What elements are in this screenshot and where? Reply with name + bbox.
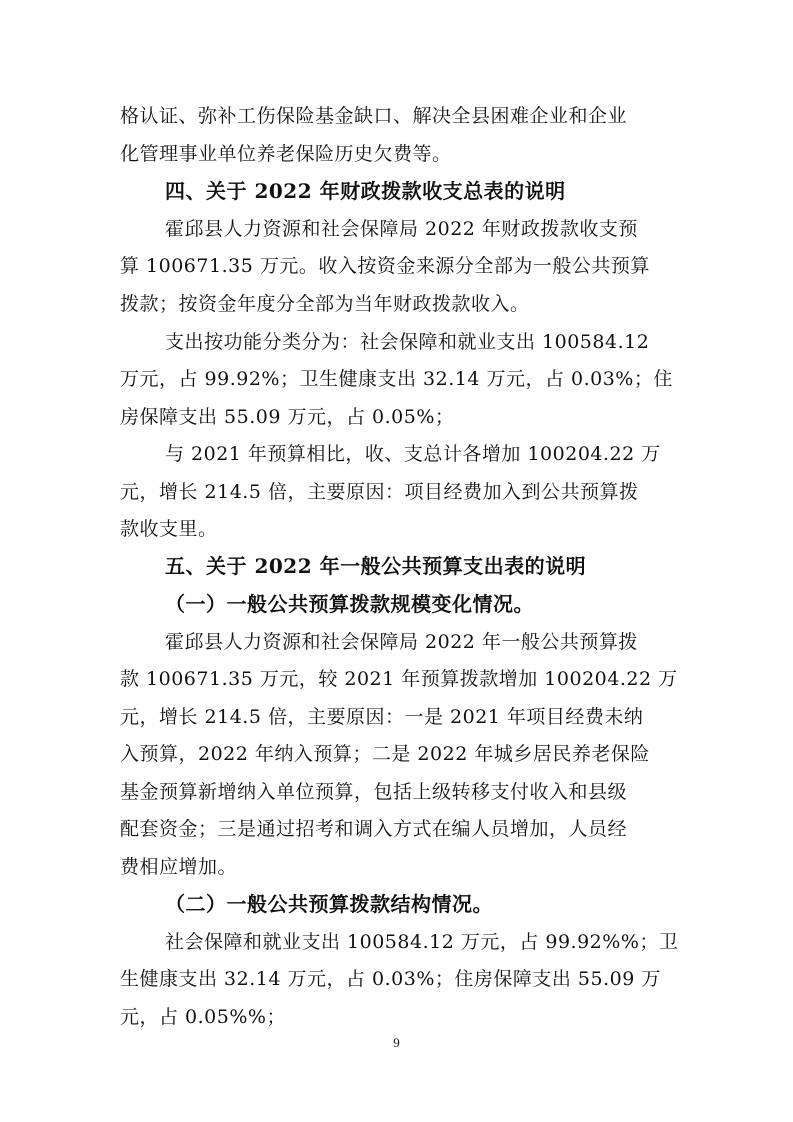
text-line: 算 100671.35 万元。收入按资金来源分全部为一般公共预算 [120,255,650,277]
text-line: 费相应增加。 [120,856,238,878]
text-line: 入预算，2022 年纳入预算；二是 2022 年城乡居民养老保险 [120,743,650,765]
text-line: 霍邱县人力资源和社会保障局 2022 年一般公共预算拨 [165,631,638,653]
text-line: 房保障支出 55.09 万元，占 0.05%； [120,406,455,428]
text-line: 元，增长 214.5 倍，主要原因：项目经费加入到公共预算拨 [120,481,639,503]
section-heading-4: 四、关于 2022 年财政拨款收支总表的说明 [165,179,566,203]
text-line: 霍邱县人力资源和社会保障局 2022 年财政拨款收支预 [165,218,638,240]
text-line: 拨款；按资金年度分全部为当年财政拨款收入。 [120,293,530,315]
text-line: 基金预算新增纳入单位预算，包括上级转移支付收入和县级 [120,781,628,803]
subsection-heading-1: （一）一般公共预算拨款规模变化情况。 [165,592,534,616]
section-heading-5: 五、关于 2022 年一般公共预算支出表的说明 [165,554,587,578]
text-line: 元，占 0.05%%； [120,1006,286,1028]
text-line: 生健康支出 32.14 万元，占 0.03%；住房保障支出 55.09 万 [120,968,661,990]
text-line: 支出按功能分类分为：社会保障和就业支出 100584.12 [165,331,650,353]
page-number: 9 [393,1035,400,1050]
text-line: 化管理事业单位养老保险历史欠费等。 [120,143,452,165]
text-line: 万元，占 99.92%；卫生健康支出 32.14 万元，占 0.03%；住 [120,368,673,390]
text-line: 格认证、弥补工伤保险基金缺口、解决全县困难企业和企业 [120,105,628,127]
subsection-heading-2: （二）一般公共预算拨款结构情况。 [165,892,493,916]
text-line: 款收支里。 [120,518,218,540]
text-line: 与 2021 年预算相比，收、支总计各增加 100204.22 万 [165,443,661,465]
text-line: 社会保障和就业支出 100584.12 万元，占 99.92%%；卫 [165,931,679,953]
text-line: 元，增长 214.5 倍，主要原因：一是 2021 年项目经费未纳 [120,706,644,728]
text-line: 款 100671.35 万元，较 2021 年预算拨款增加 100204.22 万 [120,668,678,690]
text-line: 配套资金；三是通过招考和调入方式在编人员增加，人员经 [120,818,628,840]
